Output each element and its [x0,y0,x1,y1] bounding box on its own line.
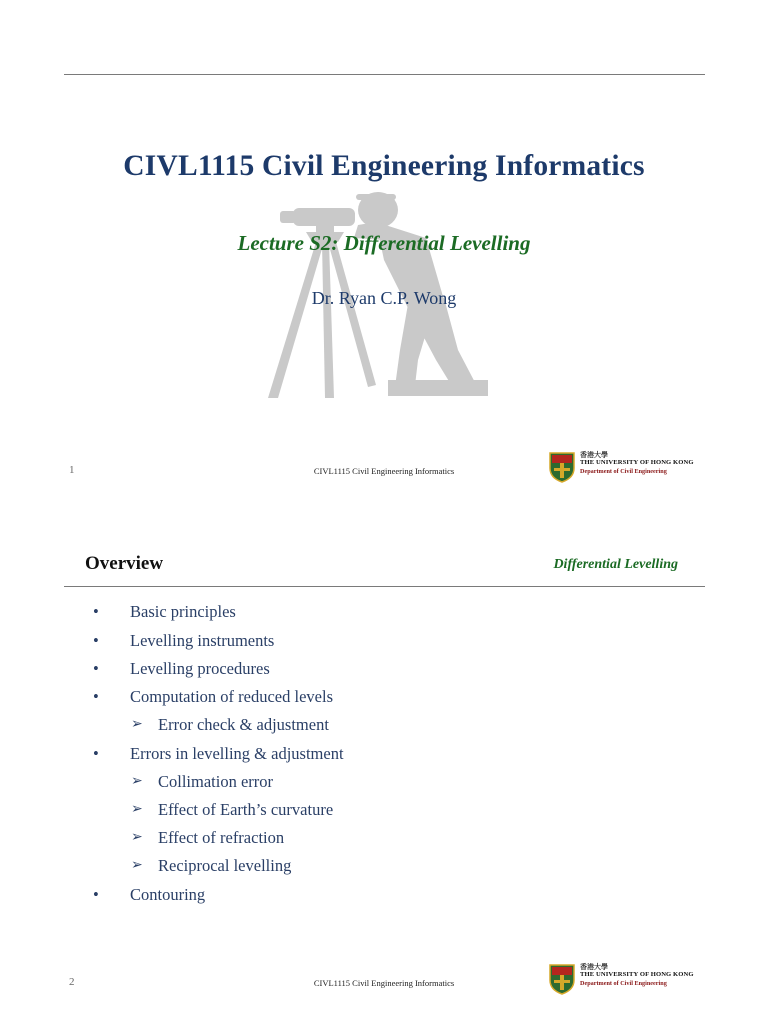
sub-list-item: ➢ Reciprocal levelling [131,856,292,875]
presentation-title: CIVL1115 Civil Engineering Informatics [123,150,645,182]
lecture-subtitle: Lecture S2: Differential Levelling [237,231,531,255]
sub-list-item: ➢ Effect of refraction [131,828,285,847]
logo-chinese-text: 香港大學 [580,451,608,459]
logo-department-name: Department of Civil Engineering [580,468,667,475]
footer-course-title: CIVL1115 Civil Engineering Informatics [313,466,455,476]
arrow-bullet-icon: ➢ [131,802,143,817]
bullet-icon: • [93,602,99,621]
arrow-bullet-icon: ➢ [131,774,143,789]
bullet-icon: • [93,631,99,650]
footer-course-title: CIVL1115 Civil Engineering Informatics [313,978,455,988]
sub-list-item: ➢ Effect of Earth’s curvature [131,800,334,819]
sub-list-item: ➢ Error check & adjustment [131,715,329,734]
header-rule [64,586,705,587]
hku-logo [548,963,708,997]
bullet-icon: • [93,659,99,678]
bullet-icon: • [93,744,99,763]
overview-slide [0,512,768,1024]
arrow-bullet-icon: ➢ [131,717,143,732]
bullet-icon: • [93,885,99,904]
page-number: 2 [69,976,75,988]
list-item: • Computation of reduced levels [93,687,333,706]
list-item: • Levelling instruments [93,631,275,650]
university-crest-icon [548,963,576,995]
hku-logo [548,451,708,485]
list-item: • Errors in levelling & adjustment [93,744,344,763]
logo-university-name: THE UNIVERSITY OF HONG KONG [580,971,694,978]
list-item: • Levelling procedures [93,659,270,678]
author-name: Dr. Ryan C.P. Wong [311,288,457,308]
logo-chinese-text: 香港大學 [580,963,608,971]
university-crest-icon [548,451,576,483]
slide-heading: Overview [85,553,164,574]
arrow-bullet-icon: ➢ [131,830,143,845]
sub-list-item: ➢ Collimation error [131,772,274,791]
logo-university-name: THE UNIVERSITY OF HONG KONG [580,459,694,466]
logo-department-name: Department of Civil Engineering [580,980,667,987]
top-rule [64,74,705,75]
page-number: 1 [69,464,75,476]
list-item: • Basic principles [93,602,236,621]
slide-topic: Differential Levelling [553,557,678,572]
bullet-icon: • [93,687,99,706]
arrow-bullet-icon: ➢ [131,858,143,873]
list-item: • Contouring [93,885,206,904]
